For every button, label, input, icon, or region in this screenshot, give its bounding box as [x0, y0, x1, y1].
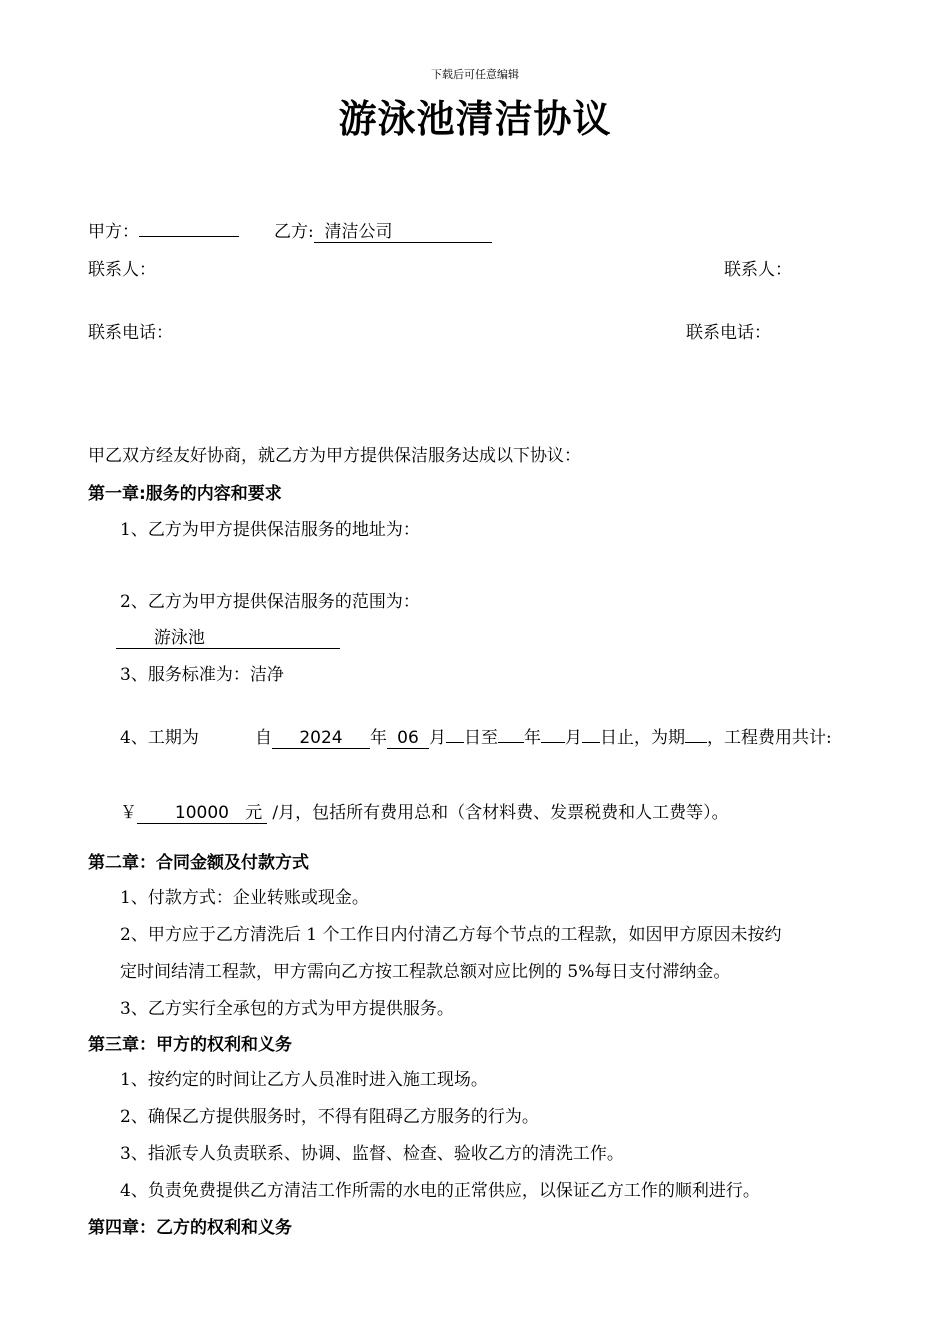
chapter3-item3: 3、指派专人负责联系、协调、监督、检查、验收乙方的清洗工作。 [120, 1144, 624, 1164]
end-day-blank [582, 726, 600, 743]
fee-rest: /月，包括所有费用总和（含材料费、发票税费和人工费等）。 [272, 803, 729, 823]
party-b-field [314, 217, 492, 243]
chapter3-item1: 1、按约定的时间让乙方人员准时进入施工现场。 [120, 1070, 488, 1090]
month-unit-2: 月 [565, 728, 582, 748]
chapter1-item4-label: 4、工期为 [120, 728, 199, 748]
intro-text: 甲乙双方经友好协商，就乙方为甲方提供保洁服务达成以下协议： [88, 446, 581, 466]
chapter1-item1: 1、乙方为甲方提供保洁服务的地址为： [120, 520, 420, 540]
start-month: 06 [387, 728, 429, 749]
contact-b-label: 联系人： [724, 260, 792, 280]
chapter2-item1: 1、付款方式：企业转账或现金。 [120, 888, 369, 908]
cost-text: ，工程费用共计: [707, 728, 832, 748]
start-day-blank [446, 726, 464, 743]
fee-amount: 10000 [174, 803, 229, 823]
chapter3-heading: 第三章：甲方的权利和义务 [88, 1035, 292, 1055]
service-scope-value: 游泳池 [153, 628, 205, 648]
chapter3-item2: 2、确保乙方提供服务时，不得有阻碍乙方服务的行为。 [120, 1107, 539, 1127]
duration-blank [685, 726, 707, 743]
party-b-label: 乙方: [274, 222, 314, 242]
header-note: 下载后可任意编辑 [431, 68, 519, 81]
period-from: 自 [255, 728, 272, 748]
contact-a-label: 联系人： [88, 260, 156, 280]
party-b-value: 清洁公司 [324, 222, 393, 242]
chapter1-item3: 3、服务标准为：洁净 [120, 665, 284, 685]
fee-line [120, 798, 729, 824]
day-end: 日止，为期 [600, 728, 685, 748]
chapter3-item4: 4、负责免费提供乙方清洁工作所需的水电的正常供应，以保证乙方工作的顺利进行。 [120, 1181, 760, 1201]
end-month-blank [541, 726, 565, 743]
chapter2-heading: 第二章：合同金额及付款方式 [88, 853, 309, 873]
chapter2-item2-line1: 2、甲方应于乙方清洗后 1 个工作日内付清乙方每个节点的工程款，如因甲方原因未按约 [120, 925, 782, 945]
phone-a-label: 联系电话： [88, 323, 173, 343]
document-title: 游泳池清洁协议 [338, 96, 612, 141]
chapter2-item3: 3、乙方实行全承包的方式为甲方提供服务。 [120, 999, 454, 1019]
party-a-label: 甲方： [88, 222, 139, 242]
service-scope-field [116, 623, 340, 649]
end-year-blank [498, 726, 524, 743]
month-unit: 月 [429, 728, 446, 748]
phone-b-label: 联系电话： [686, 323, 771, 343]
fee-unit: 元 [245, 803, 263, 823]
fee-field [137, 798, 267, 824]
party-a-blank [139, 220, 239, 237]
day-to: 日至 [464, 728, 498, 748]
chapter1-item2: 2、乙方为甲方提供保洁服务的范围为： [120, 592, 420, 612]
party-a-line [88, 217, 239, 242]
chapter4-heading: 第四章：乙方的权利和义务 [88, 1218, 292, 1238]
chapter2-item2-line2: 定时间结清工程款，甲方需向乙方按工程款总额对应比例的 5%每日支付滞纳金。 [120, 962, 731, 982]
party-b-line [274, 217, 492, 243]
year-unit: 年 [370, 728, 387, 748]
chapter1-item4-line [255, 723, 832, 749]
currency-symbol: ￥ [120, 803, 137, 823]
year-unit-2: 年 [524, 728, 541, 748]
chapter1-heading: 第一章:服务的内容和要求 [88, 484, 282, 504]
start-year: 2024 [272, 728, 370, 749]
